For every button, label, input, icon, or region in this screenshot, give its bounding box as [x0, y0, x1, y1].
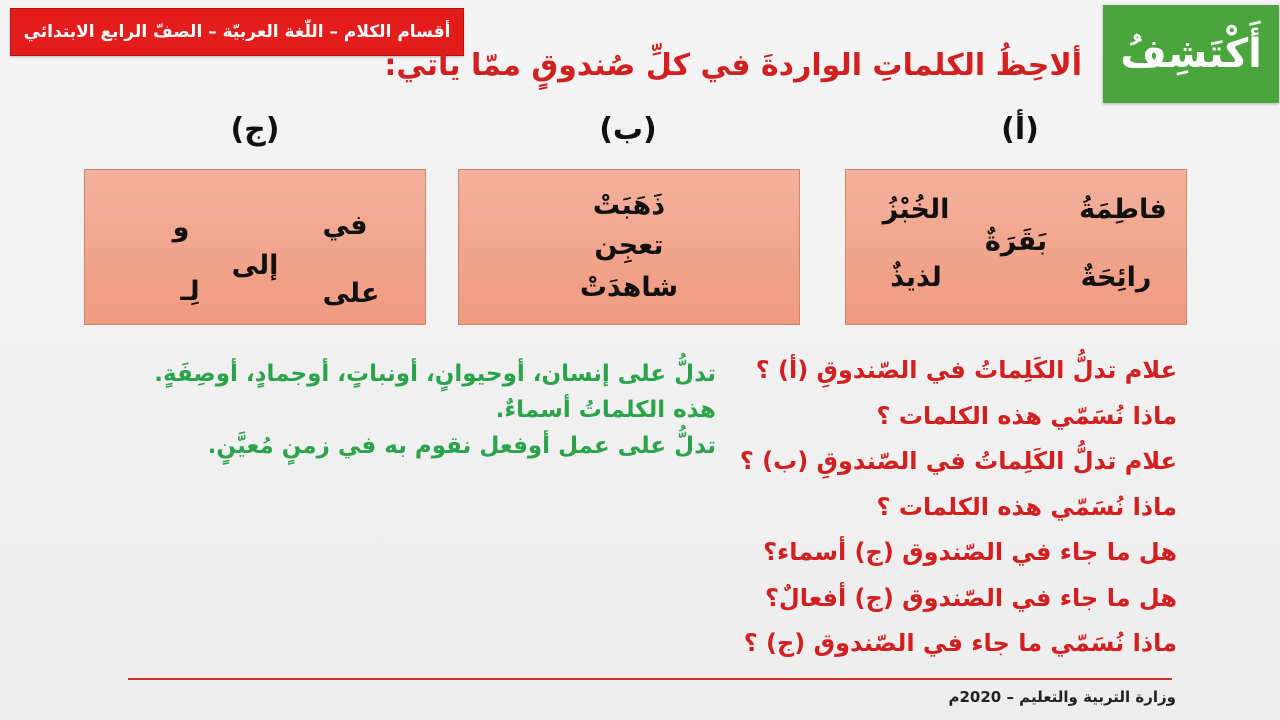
box-a-label: (أ) [1001, 112, 1039, 147]
box-c-word: على [322, 278, 380, 309]
box-c-word: في [322, 210, 368, 241]
instruction-heading: ألاحِظُ الكلماتِ الواردةَ في كلِّ صُندوقٍ ممّا يأتي: [384, 48, 1082, 83]
discover-logo [1103, 5, 1279, 103]
box-a-word: بَقَرَةٌ [984, 226, 1048, 257]
box-a-word: الخُبْزُ [882, 194, 950, 225]
box-c-word: و [172, 212, 190, 243]
answer-line: تدلُّ على عمل أوفعل نقوم به في زمنٍ مُعيَّنٍ. [207, 433, 716, 459]
box-a-word: لذيذٌ [890, 262, 942, 293]
lesson-title-text: أقسام الكلام – اللّغة العربيّة – الصفّ الرابع الابتدائي [23, 22, 451, 42]
word-box-a [845, 169, 1187, 325]
box-b-word: شاهدَتْ [579, 272, 679, 303]
box-b-label: (ب) [599, 112, 657, 147]
question-line: ماذا نُسَمّي هذه الكلمات ؟ [876, 401, 1177, 430]
answer-line: تدلُّ على إنسان، أوحيوانٍ، أونباتٍ، أوجمادٍ، أوصِفَةٍ. [154, 361, 716, 387]
word-box-c [84, 169, 426, 325]
question-line: ماذا نُسَمّي ما جاء في الصّندوق (ج) ؟ [743, 629, 1177, 657]
footer-credit: وزارة التربية والتعليم – 2020م [948, 688, 1176, 706]
box-b-word: تعجِن [594, 230, 664, 261]
box-a-word: فاطِمَةُ [1079, 194, 1167, 225]
question-line: هل ما جاء في الصّندوق (ج) أسماء؟ [763, 538, 1177, 566]
question-line: علام تدلُّ الكَلِماتُ في الصّندوقِ (أ) ؟ [755, 356, 1177, 384]
word-box-b [458, 169, 800, 325]
box-a-word: رائِحَةٌ [1080, 262, 1152, 293]
footer-divider [128, 678, 1172, 680]
box-b-word: ذَهَبَتْ [592, 190, 666, 221]
box-c-word: لِـ [180, 276, 200, 307]
answer-line: هذه الكلماتُ أسماءٌ. [495, 397, 716, 423]
question-line: علام تدلُّ الكَلِماتُ في الصّندوقِ (ب) ؟ [739, 447, 1177, 475]
questions-block [617, 348, 1177, 667]
question-line: ماذا نُسَمّي هذه الكلمات ؟ [876, 492, 1177, 521]
discover-logo-text: أَكْتَشِفُ [1120, 31, 1262, 77]
question-line: هل ما جاء في الصّندوق (ج) أفعالٌ؟ [764, 583, 1177, 612]
box-c-label: (ج) [230, 112, 280, 147]
box-c-word: إلى [231, 250, 279, 281]
